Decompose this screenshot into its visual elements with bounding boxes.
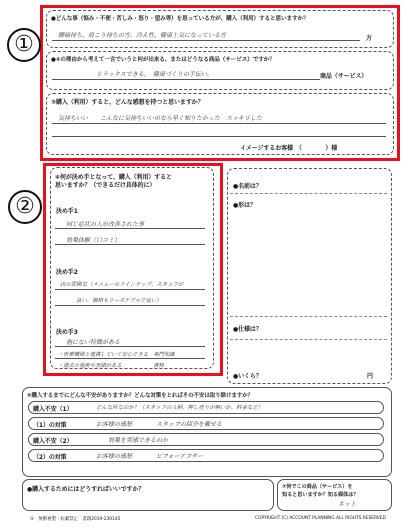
media-question-1: ⑦何でこの商品（サービス）を: [282, 484, 353, 490]
k3-line2[interactable]: ・医療機関と連携していて安心できる 専門知識: [58, 352, 175, 358]
anxiety-heading: ⑤購入するまでにどんな不安がありますか？どんな対策をとればその不安は取り除けますか？: [27, 393, 253, 399]
anx1-label: 購入不安（1）: [33, 406, 73, 413]
footer-left: ⑤ 無断複製・転載禁止 書籍2019-230145: [30, 517, 121, 522]
q2-unit: 商品（サービス）: [320, 73, 368, 80]
media-answer[interactable]: ネット: [338, 501, 357, 508]
cm2-pill: [28, 449, 384, 462]
marker-1: ①: [7, 28, 41, 62]
cm2-text[interactable]: お客様の感想 ビフォーアフター: [96, 453, 203, 460]
q1-answer[interactable]: 腰痛持ち、肩こり持ちの方。冷え性、健康上気になっている方: [58, 32, 227, 39]
footer-right: COPYRIGHT (C) ACCOUNT PLANNING ALL RIGHTS RESERVED: [255, 516, 386, 521]
k3-line1[interactable]: 他にない特徴がある: [66, 339, 121, 346]
product-name-label: ●名前は？: [233, 183, 262, 190]
anx1-text[interactable]: どんな所なのか？（スタッフの人柄、押し売りが無いか、料金など）: [96, 405, 264, 411]
product-shape-divider: [230, 316, 387, 317]
decision-heading-2: 思いますか？（できるだけ具体的に）: [55, 182, 156, 189]
k1-label: 決め手1: [56, 208, 78, 215]
cm2-label: （2）の対策: [33, 454, 67, 461]
anx2-label: 購入不安（2）: [33, 438, 73, 445]
k3-line3[interactable]: ・過去の施術や実績がある 資格: [58, 363, 164, 369]
marker-2: ②: [8, 190, 42, 224]
q3-answer[interactable]: 気持ちいい こんなに気持ちいいのなら早く知りたかった スッキリした: [58, 115, 262, 122]
q2-answer[interactable]: リラックスできる。 健康づくりの手伝い。: [96, 71, 213, 78]
product-name-divider: [230, 193, 387, 194]
highlight-section-2: [43, 163, 223, 376]
q2-label: ●②の理由から考えて一言でいうと何が出来る、またはどうなる商品（サービス）ですか？: [51, 57, 275, 63]
product-spec-label: ●仕様は？: [233, 326, 262, 333]
k3-label: 決め手3: [56, 329, 78, 336]
q1-label: ●どんな事（悩み・不便・苦しみ・怒り・望み等）を思っている方が、購入（利用）すると思いますか？: [51, 16, 309, 22]
k2-label: 決め手2: [56, 269, 78, 276]
k1-line2[interactable]: 効果体験（口コミ）: [66, 237, 121, 244]
k1-line1[interactable]: 同じ症状の人が改善された事: [66, 221, 145, 228]
product-spec-divider: [230, 339, 387, 340]
media-question-2: 知ると思いますか？知る媒体は？: [282, 492, 359, 498]
purchase-question: ●購入するためにはどうすればいいですか？: [27, 486, 145, 493]
k2-line2[interactable]: 良い、価格もリーズナブルで良い）: [76, 298, 162, 304]
q3-label: ③購入（利用）すると、どんな感想を持つと思いますか？: [51, 99, 204, 106]
q3-footer: イメージするお客様 （ ）様: [240, 145, 338, 152]
highlight-section-1: [40, 5, 400, 161]
anx2-text[interactable]: 効果を実感できるのか: [96, 437, 169, 444]
cm1-label: （1）の対策: [33, 422, 67, 429]
product-price-label: ●いくら？: [233, 373, 262, 380]
anx2-pill: [28, 433, 384, 446]
k2-line1[interactable]: 店の雰囲気（メニューのラインナップ、スタッフが: [60, 282, 184, 288]
product-shape-label: ●形は？: [233, 202, 256, 209]
cm1-text[interactable]: お客様の感想 スタッフの紹介を載せる: [96, 421, 223, 428]
q1-unit: 方: [366, 35, 372, 42]
decision-heading-1: ④何が決め手となって、購入（利用）すると: [55, 174, 172, 181]
product-price-unit: 円: [367, 373, 373, 380]
